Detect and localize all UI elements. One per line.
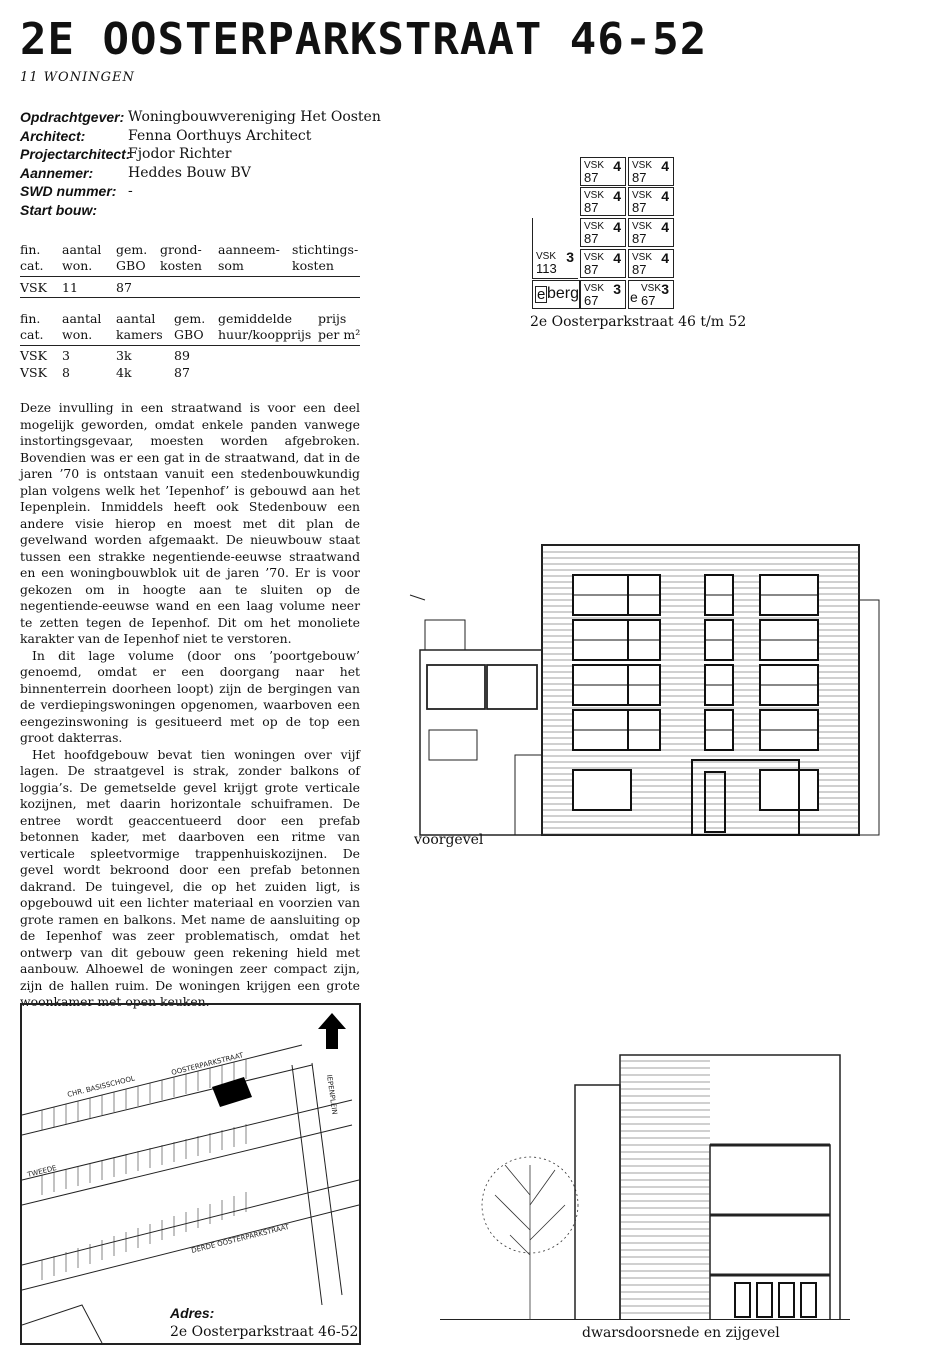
th: grond- bbox=[160, 242, 202, 257]
th: gemiddelde bbox=[218, 311, 293, 326]
th: som bbox=[218, 258, 244, 273]
map-drawing bbox=[22, 1005, 359, 1343]
costs-table bbox=[20, 242, 360, 297]
unit-cell: e VSK 3 67 bbox=[628, 280, 674, 309]
th: fin. bbox=[20, 242, 41, 257]
th: kosten bbox=[160, 258, 202, 273]
unit-cell: VSK 4 87 bbox=[580, 249, 626, 278]
td: 8 bbox=[62, 365, 70, 380]
units-caption: 2e Oosterparkstraat 46 t/m 52 bbox=[530, 314, 747, 330]
meta-value: Woningbouwvereniging Het Oosten bbox=[128, 109, 381, 125]
housing-table bbox=[20, 311, 360, 382]
meta-row-contractor bbox=[20, 164, 381, 183]
meta-label: Projectarchitect: bbox=[20, 146, 131, 163]
th: aantal bbox=[116, 311, 156, 326]
td: 4k bbox=[116, 365, 132, 380]
section-drawing bbox=[435, 1045, 855, 1320]
meta-value: Heddes Bouw BV bbox=[128, 164, 251, 181]
th: GBO bbox=[116, 258, 146, 273]
th: prijs bbox=[318, 311, 347, 326]
table-header bbox=[20, 311, 360, 346]
th: fin. bbox=[20, 311, 41, 326]
unit-cell: VSK 4 87 bbox=[580, 218, 626, 247]
meta-row-start bbox=[20, 201, 381, 220]
meta-label: SWD nummer: bbox=[20, 183, 117, 200]
table-divider bbox=[20, 297, 360, 298]
unit-cell: VSK 3 67 bbox=[580, 280, 626, 309]
table-row bbox=[20, 280, 360, 297]
street-label: DERDE OOSTERPARKSTRAAT bbox=[190, 1222, 291, 1255]
th: cat. bbox=[20, 258, 44, 273]
table-row bbox=[20, 365, 360, 382]
front-facade-caption: voorgevel bbox=[414, 832, 484, 848]
meta-row-swd bbox=[20, 182, 381, 201]
td: 3 bbox=[62, 348, 70, 363]
th: aanneem- bbox=[218, 242, 280, 257]
th: gem. bbox=[174, 311, 206, 326]
page-title: 2E OOSTERPARKSTRAAT 46-52 bbox=[20, 14, 708, 65]
street-label: IEPENPLEIN bbox=[325, 1074, 339, 1116]
td: 87 bbox=[116, 280, 132, 295]
meta-value: - bbox=[128, 183, 133, 200]
body-text bbox=[20, 400, 360, 1011]
meta-label: Start bouw: bbox=[20, 201, 97, 218]
north-arrow-icon bbox=[318, 1013, 346, 1049]
unit-stack-diagram bbox=[530, 157, 680, 312]
table-row bbox=[20, 348, 360, 365]
street-label: TWEEDE bbox=[26, 1163, 58, 1179]
meta-label: Architect: bbox=[20, 127, 86, 144]
meta-row-client bbox=[20, 108, 381, 127]
paragraph: Deze invulling in een straatwand is voor een deel mogelijk geworden, omdat enkele panden vanwege instortingsgevaar, moesten worden afgebroken. Bovendien was er een gat in de straatwand, dat in de jaren ’70 is ontstaan vanuit een stedenbouwkundig plan volgens welk het ’Iepenhof’ is gebouwd aan het Iepenplein. Inmiddels heeft ook Stedenbouw een andere visie hierop en moest met dit plan de gevelwand worden afgemaakt. De nieuwbouw staat tussen een strakke negentiende-eeuwse straatwand en een woningbouwblok uit de jaren ’70. Er is voor gekozen om in hoogte aan te sluiten op de negentiende-eeuwse wand en een laag volume neer te zetten tegen de Iepenhof. Dit om het monoliete karakter van de Iepenhof niet te verstoren. bbox=[20, 400, 360, 646]
td: VSK bbox=[20, 348, 47, 363]
th: stichtings- bbox=[292, 242, 359, 257]
th: per m² bbox=[318, 327, 361, 342]
th: kosten bbox=[292, 258, 334, 273]
meta-value: Fjodor Richter bbox=[128, 146, 232, 163]
th: gem. bbox=[116, 242, 148, 257]
unit-cell: VSK 4 87 bbox=[628, 157, 674, 186]
unit-cell: VSK 4 87 bbox=[580, 187, 626, 216]
location-map bbox=[20, 1003, 361, 1345]
th: aantal bbox=[62, 311, 102, 326]
front-facade-drawing bbox=[405, 540, 885, 840]
td: 89 bbox=[174, 348, 190, 363]
th: huur/koopprijs bbox=[218, 327, 312, 342]
section-caption: dwarsdoorsnede en zijgevel bbox=[582, 1325, 780, 1341]
paragraph: Het hoofdgebouw bevat tien woningen over vijf lagen. De straatgevel is strak, zonder balkons of loggia’s. De gemetselde gevel krijgt grote verticale kozijnen, met daarin horizontale schuiframen. De entree wordt geaccentueerd door een prefab betonnen kader, met daarboven een ritme van verticale spleetvormige trappenhuiskozijnen. De gevel wordt bekroond door een prefab betonnen dakrand. De tuingevel, die op het zuiden ligt, is opgebouwd uit een lichter materiaal en voorzien van grote ramen en balkons. Met name de aansluiting op de Iepenhof was zeer problematisch, omdat het ontwerp van dit gebouw geen rekening hield met aanbouw. Alhoewel de woningen zeer compact zijn, zijn de hallen ruim. De woningen krijgen een grote woonkamer met open keuken. bbox=[20, 746, 360, 1009]
th: kamers bbox=[116, 327, 163, 342]
td: VSK bbox=[20, 365, 47, 380]
td: 87 bbox=[174, 365, 190, 380]
project-meta bbox=[20, 108, 381, 220]
page-subtitle: 11 WONINGEN bbox=[20, 70, 135, 85]
th: GBO bbox=[174, 327, 204, 342]
unit-cell: VSK 4 87 bbox=[628, 218, 674, 247]
meta-row-project-architect bbox=[20, 145, 381, 164]
storage-cell: e berg bbox=[532, 280, 580, 309]
street-label: CHR. BASISSCHOOL bbox=[66, 1074, 136, 1099]
td: VSK bbox=[20, 280, 47, 295]
td: 3k bbox=[116, 348, 132, 363]
meta-label: Opdrachtgever: bbox=[20, 109, 125, 125]
table-header bbox=[20, 242, 360, 277]
th: aantal bbox=[62, 242, 102, 257]
paragraph: In dit lage volume (door ons ’poortgebouw’ genoemd, omdat er een doorgang naar het binnenterrein doorheen loopt) zijn de bergingen van de verdiepingswoningen opgenomen, waarboven een eengezinswoning is gesitueerd met op de top een groot dakterras. bbox=[20, 647, 360, 745]
unit-cell: VSK 4 87 bbox=[580, 157, 626, 186]
unit-cell: VSK 4 87 bbox=[628, 187, 674, 216]
address-label: Adres: bbox=[170, 1305, 215, 1321]
unit-cell: VSK 4 87 bbox=[628, 249, 674, 278]
street-label: OOSTERPARKSTRAAT bbox=[170, 1051, 245, 1077]
unit-cell-tall: VSK 3 113 bbox=[532, 218, 578, 279]
meta-value: Fenna Oorthuys Architect bbox=[128, 127, 312, 144]
td: 11 bbox=[62, 280, 78, 295]
meta-label: Aannemer: bbox=[20, 164, 94, 181]
meta-row-architect bbox=[20, 127, 381, 146]
project-site-marker bbox=[212, 1077, 252, 1107]
th: won. bbox=[62, 327, 93, 342]
tree-icon bbox=[482, 1157, 578, 1320]
th: cat. bbox=[20, 327, 44, 342]
th: won. bbox=[62, 258, 93, 273]
address-value: 2e Oosterparkstraat 46-52 bbox=[170, 1324, 359, 1340]
